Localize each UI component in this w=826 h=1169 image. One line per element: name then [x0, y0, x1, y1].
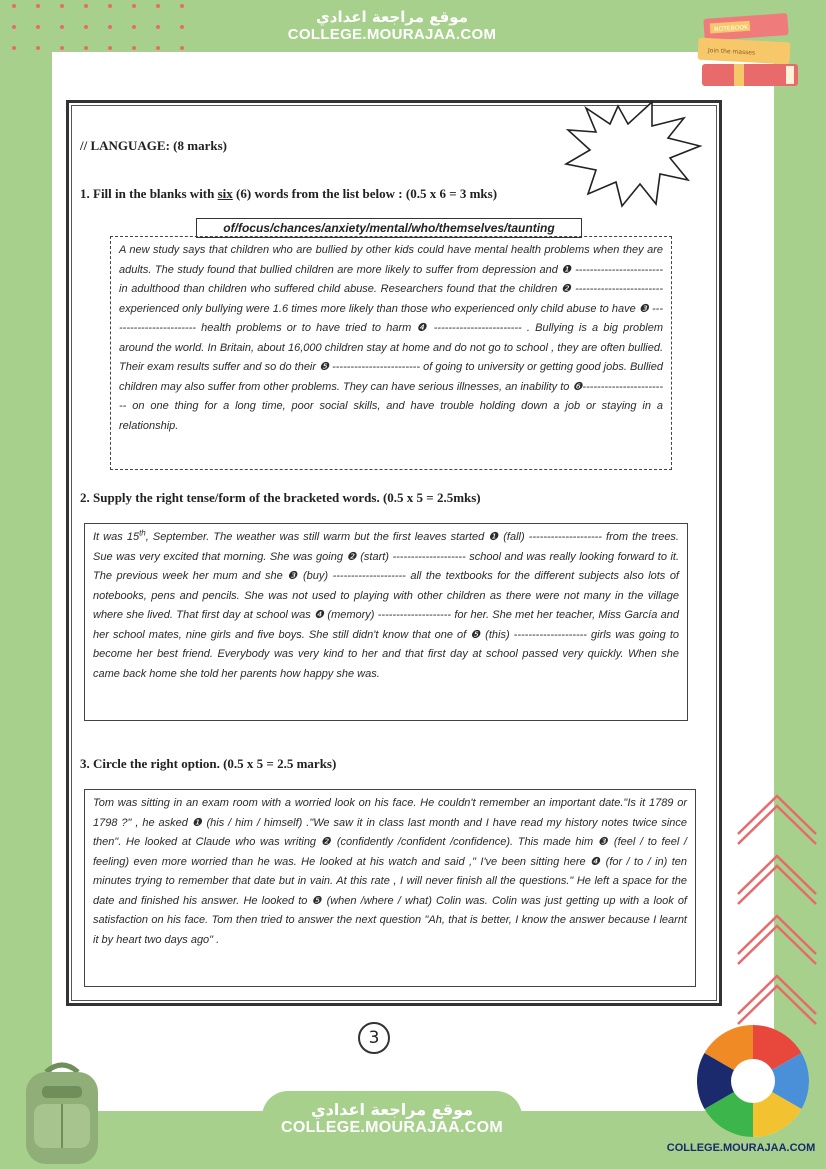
decorative-dot	[36, 46, 40, 50]
question-1-title: 1. Fill in the blanks with six (6) words from the list below : (0.5 x 6 = 3 mks)	[80, 186, 498, 201]
decorative-dot	[84, 46, 88, 50]
word-list: of/focus/chances/anxiety/mental/who/themselves/taunting	[196, 218, 582, 238]
book-label-join-the-masses: Join the masses	[707, 47, 756, 57]
starburst-shape	[556, 98, 706, 210]
decorative-dot	[156, 25, 160, 29]
page-number: 3	[358, 1022, 390, 1054]
question-3-passage	[84, 789, 696, 987]
logo-site-label[interactable]: COLLEGE.MOURAJAA.COM	[666, 1142, 816, 1154]
header-banner	[262, 0, 522, 52]
decorative-dot	[108, 4, 112, 8]
decorative-dot	[156, 4, 160, 8]
decorative-dot	[108, 46, 112, 50]
footer-arabic-title: موقع مراجعة اعدادي	[310, 1100, 474, 1119]
decorative-dot	[36, 25, 40, 29]
question-2-text: It was 15th, September. The weather was still warm but the first leaves started ❶ (fall) -------------------- from the trees. Sue was very excited that morning. She was going ❷ (start) -------------------- school and was really looking forward to it. The previous week her mum and she ❸ (buy) -------------------- all the textbooks for the different subjects also lots of notebooks, pens and pencils. She was not used to playing with other children as there were not many in the village where she lived. That first day at school was ❹ (memory) -------------------- for her. She met her teacher, Miss García and her school mates, nine girls and five boys. She still didn't know that one of ❺ (this) -------------------- girls was going to become her best friend. Everybody was very kind to her and that first day at school passed very quickly. When she came back home she told her parents how happy she was.	[93, 528, 679, 680]
question-2-title: 2. Supply the right tense/form of the bracketed words. (0.5 x 5 = 2.5mks)	[80, 490, 481, 505]
decorative-dot	[156, 46, 160, 50]
decorative-dot	[132, 25, 136, 29]
decorative-dot	[12, 46, 16, 50]
decorative-dot	[180, 25, 184, 29]
decorative-dot	[84, 4, 88, 8]
decorative-dot	[84, 25, 88, 29]
chevron-up-icons	[734, 790, 820, 1030]
section-title: // LANGUAGE: (8 marks)	[80, 138, 227, 153]
decorative-dot	[180, 4, 184, 8]
question-1-passage	[110, 236, 672, 470]
question-1-text: A new study says that children who are bullied by other kids could have mental health problems when they are adults. The study found that bullied children are more likely to suffer from depression and ❶ ------------------------ in adulthood than children who suffered child abuse. Researchers found that the children ❷ ------------------------ experienced only bullying were 1.6 times more likely than those who experienced only child abuse to have ❸ ------------------------ health problems or to have tried to harm ❹ ------------------------ . Bullying is a big problem around the world. In Britain, about 16,000 children stay at home and do not go to school , they are often bullied. Their exam results suffer and so do their ❺ ------------------------ of going to university or getting good jobs. Bullied children may also suffer from other problems. They can have serious illnesses, an inability to ❻------------------------ on one thing for a long time, poor social skills, and have trouble holding down a job or staying in a relationship.	[119, 244, 663, 432]
footer-site-link[interactable]: COLLEGE.MOURAJAA.COM	[281, 1119, 503, 1136]
decorative-dot	[60, 25, 64, 29]
education-wheel-logo	[694, 1022, 812, 1140]
decorative-dot	[180, 46, 184, 50]
question-2-passage	[84, 523, 688, 721]
book-label-notebook: NOTEBOOK	[713, 23, 749, 34]
decorative-dots	[0, 0, 200, 60]
header-arabic-title: موقع مراجعة اعدادي	[316, 8, 468, 26]
decorative-dot	[12, 4, 16, 8]
decorative-dot	[12, 25, 16, 29]
header-site-link[interactable]: COLLEGE.MOURAJAA.COM	[287, 26, 497, 43]
decorative-dot	[60, 4, 64, 8]
decorative-dot	[132, 4, 136, 8]
decorative-dot	[60, 46, 64, 50]
footer-banner	[262, 1091, 522, 1151]
decorative-dot	[132, 46, 136, 50]
question-3-title: 3. Circle the right option. (0.5 x 5 = 2.5 marks)	[80, 756, 337, 771]
decorative-dot	[36, 4, 40, 8]
books-illustration	[694, 12, 806, 92]
backpack-icon	[16, 1058, 108, 1166]
question-3-text: Tom was sitting in an exam room with a worried look on his face. He couldn't remember an important date."Is it 1789 or 1798 ?" , he asked ❶ (his / him / himself) ."We saw it in class last month and I have read my history notes twice since then". He looked at Claude who was writing ❷ (confidently /confident /confidence). This made him ❸ (feel / to feel / feeling) even more worried than he was. He looked at his watch and said ," I've been sitting here ❹ (for / to / in) ten minutes trying to remember that date but in vain. At this rate , I will never finish all the questions." He left a space for the date and finished his answer. He looked to ❺ (when /where / what) Colin was. Colin was just getting up with a look of satisfaction on his face. Tom then tried to answer the next question "Ah, that is better, I know the answer because I learnt it by heart two days ago" .	[93, 797, 687, 946]
decorative-dot	[108, 25, 112, 29]
